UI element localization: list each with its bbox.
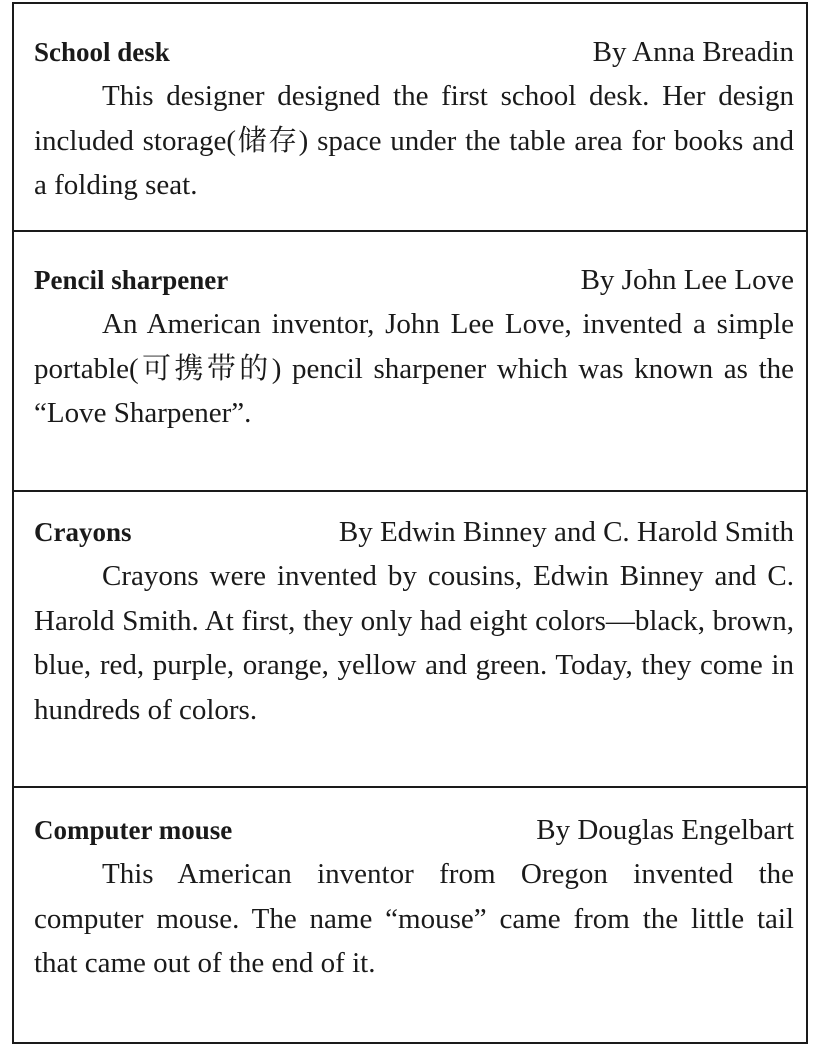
entry-title: Pencil sharpener xyxy=(34,265,229,295)
entry-author: By Edwin Binney and C. Harold Smith xyxy=(338,516,794,548)
entry-header xyxy=(34,808,794,852)
entry-header xyxy=(34,30,794,74)
entry-title: School desk xyxy=(34,37,170,67)
entry-crayons xyxy=(14,490,806,788)
entry-author: By Douglas Engelbart xyxy=(536,814,794,846)
entry-computer-mouse xyxy=(14,786,806,1046)
entry-author: By Anna Breadin xyxy=(592,36,794,68)
entry-text: Crayons were invented by cousins, Edwin Binney and C. Harold Smith. At first, they only had eight colors—black, brown, blue, red, purple, orange, yellow and green. Today, they come in hundreds of colors. xyxy=(34,560,794,726)
entry-author: By John Lee Love xyxy=(580,264,794,296)
entry-school-desk xyxy=(14,30,806,208)
entry-pencil-sharpener xyxy=(14,230,806,492)
entry-text: This American inventor from Oregon invented the computer mouse. The name “mouse” came from the little tail that came out of the end of it. xyxy=(34,858,794,979)
entry-title: Computer mouse xyxy=(34,815,233,845)
inventions-table xyxy=(12,2,808,1044)
entry-title: Crayons xyxy=(34,517,132,547)
entry-header xyxy=(34,258,794,302)
entry-text: An American inventor, John Lee Love, invented a simple portable(可携带的) pencil sharpener which was known as the “Love Sharpener”. xyxy=(34,308,794,429)
entry-header xyxy=(34,510,794,554)
entry-text: This designer designed the first school desk. Her design included storage(储存) space under the table area for books and a folding seat. xyxy=(34,80,794,201)
